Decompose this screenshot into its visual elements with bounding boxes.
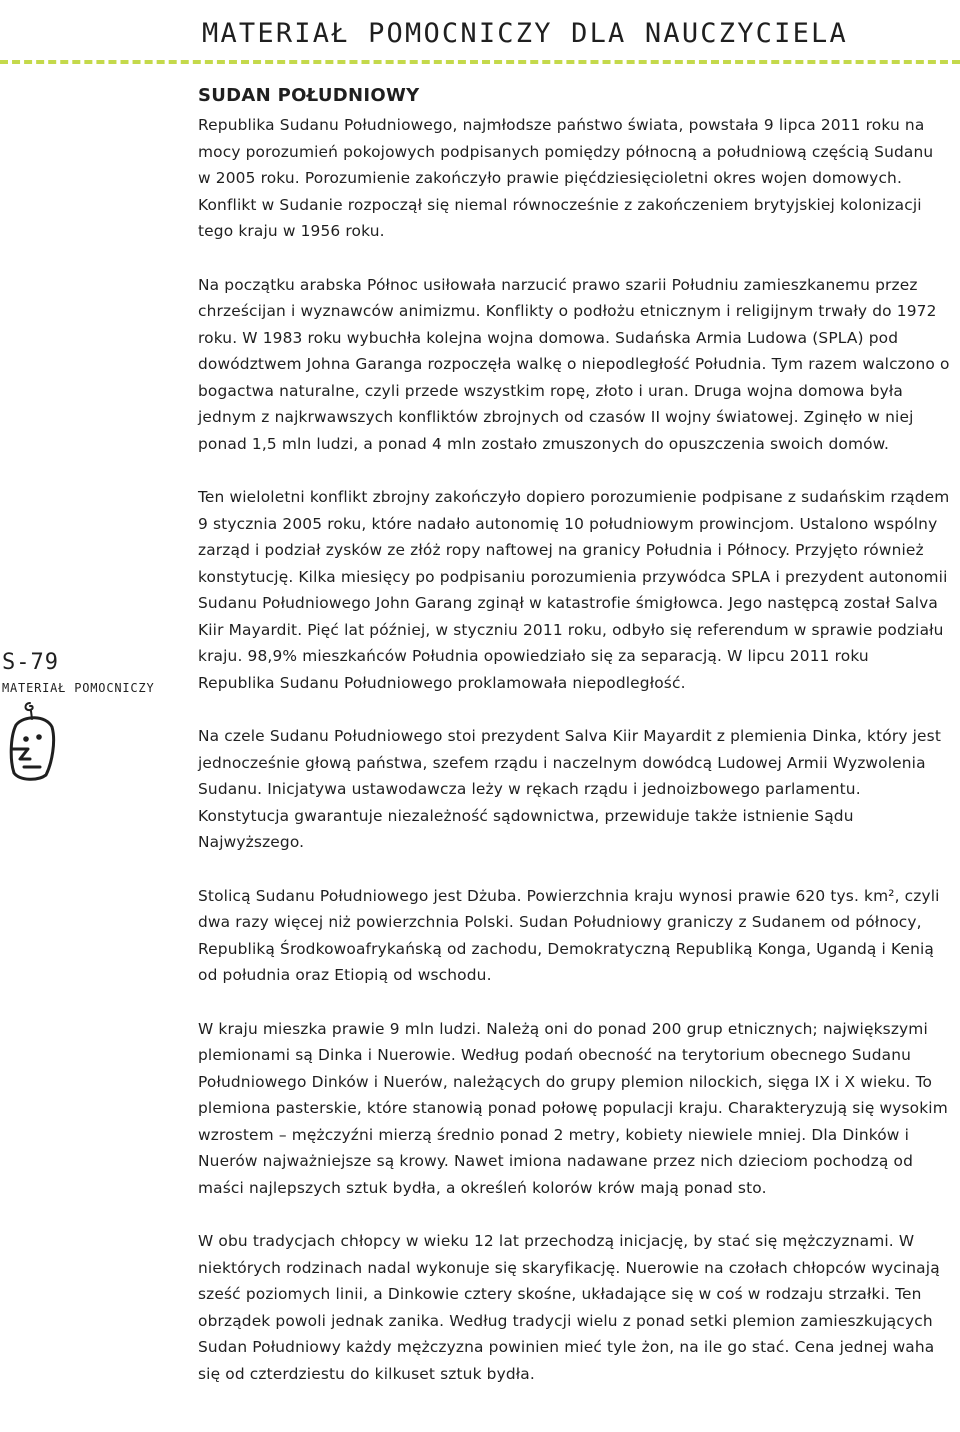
article-paragraph: W kraju mieszka prawie 9 mln ludzi. Należą oni do ponad 200 grup etnicznych; największymi plemionami są Dinka i Nuerowie. Według podań obecność na terytorium obecnego Sudanu Południowego Dinków i Nuerów, należących do grupy plemion nilockich, sięga IX i X wieku. To plemiona pasterskie, które stanowią ponad połowę populacji kraju. Charakteryzują się wysokim wzrostem – mężczyźni mierzą średnio ponad 2 metry, kobiety niewiele mniej. Dla Dinków i Nuerów najważniejsze są krowy. Nawet imiona nadawane przez nich dzieciom pochodzą od maści najlepszych sztuk bydła, a określeń kolorów krów mają ponad sto. bbox=[198, 1019, 948, 1197]
article-paragraph: Na czele Sudanu Południowego stoi prezydent Salva Kiir Mayardit z plemienia Dinka, który jest jednocześnie głową państwa, szefem rządu i naczelnym dowódcą Ludowej Armii Wyzwolenia Sudanu. Inicjatywa ustawodawcza leży w rękach rządu i jednoizbowego parlamentu. Konstytucja gwarantuje niezależność sądownictwa, przewiduje także istnienie Sądu Najwyższego. bbox=[198, 727, 942, 851]
material-label: MATERIAŁ POMOCNICZY bbox=[2, 681, 155, 695]
article-paragraph: Republika Sudanu Południowego, najmłodsze państwo świata, powstała 9 lipca 2011 roku na mocy porozumień pokojowych podpisanych pomiędzy północną a południową częścią Sudanu w 2005 roku. Porozumienie zakończyło prawie pięćdziesięcioletni okres wojen domowych. Konflikt w Sudanie rozpoczął się niemal równocześnie z zakończeniem brytyjskiej kolonizacji tego kraju w 1956 roku. bbox=[198, 116, 934, 240]
article-paragraph: Stolicą Sudanu Południowego jest Dżuba. Powierzchnia kraju wynosi prawie 620 tys. km², czyli dwa razy więcej niż powierzchnia Polski. Sudan Południowy graniczy z Sudanem od północy, Republiką Środkowoafrykańską od zachodu, Demokratyczną Republiką Konga, Ugandą i Kenią od południa oraz Etiopią od wschodu. bbox=[198, 886, 940, 984]
material-code: S-79 bbox=[2, 650, 59, 675]
header-divider bbox=[0, 60, 960, 64]
article-paragraph: Na początku arabska Północ usiłowała narzucić prawo szarii Południu zamieszkanemu przez chrześcijan i wyznawców animizmu. Konflikty o podłożu etnicznym i religijnym trwały do 1972 roku. W 1983 roku wybuchła kolejna wojna domowa. Sudańska Armia Ludowa (SPLA) pod dowództwem Johna Garanga rozpoczęła walkę o niepodległość Południa. Tym razem walczono o bogactwa naturalne, czyli przede wszystkim ropę, złoto i uran. Druga wojna domowa była jednym z najkrwawszych konfliktów zbrojnych od czasów II wojny światowej. Zginęło w niej ponad 1,5 mln ludzi, a ponad 4 mln zostało zmuszonych do opuszczenia swoich domów. bbox=[198, 275, 950, 453]
side-badge bbox=[0, 650, 180, 787]
article bbox=[198, 84, 950, 1414]
article-paragraph: W obu tradycjach chłopcy w wieku 12 lat przechodzą inicjację, by stać się mężczyznami. W niektórych rodzinach nadal wykonuje się skaryfikację. Nuerowie na czołach chłopców wycinają sześć poziomych linii, a Dinkowie cztery skośne, układające się w coś w rodzaju strzałki. Ten obrządek powoli jednak zanika. Według tradycji wielu z ponad setki plemion zamieszkujących Sudan Południowy każdy mężczyzna powinien mieć tyle żon, na ile go stać. Cena jednej waha się od czterdziestu do kilkuset sztuk bydła. bbox=[198, 1232, 940, 1383]
article-paragraph: Ten wieloletni konflikt zbrojny zakończyło dopiero porozumienie podpisane z sudańskim rządem 9 stycznia 2005 roku, które nadało autonomię 10 południowym prowincjom. Ustalono wspólny zarząd i podział zysków ze złóż ropy naftowej na granicy Południa i Północy. Przyjęto również konstytucję. Kilka miesięcy po podpisaniu porozumienia przywódca SPLA i prezydent autonomii Sudanu Południowego John Garang zginął w katastrofie śmigłowca. Jego następcą został Salva Kiir Mayardit. Pięć lat później, w styczniu 2011 roku, odbyło się referendum w sprawie podziału kraju. 98,9% mieszkańców Południa opowiedziało się za separacją. W lipcu 2011 roku Republika Sudanu Południowego proklamowała niepodległość. bbox=[198, 488, 950, 692]
article-title: SUDAN POŁUDNIOWY bbox=[198, 85, 420, 106]
face-mascot-icon bbox=[6, 701, 58, 783]
page-header-title: MATERIAŁ POMOCNICZY DLA NAUCZYCIELA bbox=[202, 18, 848, 49]
